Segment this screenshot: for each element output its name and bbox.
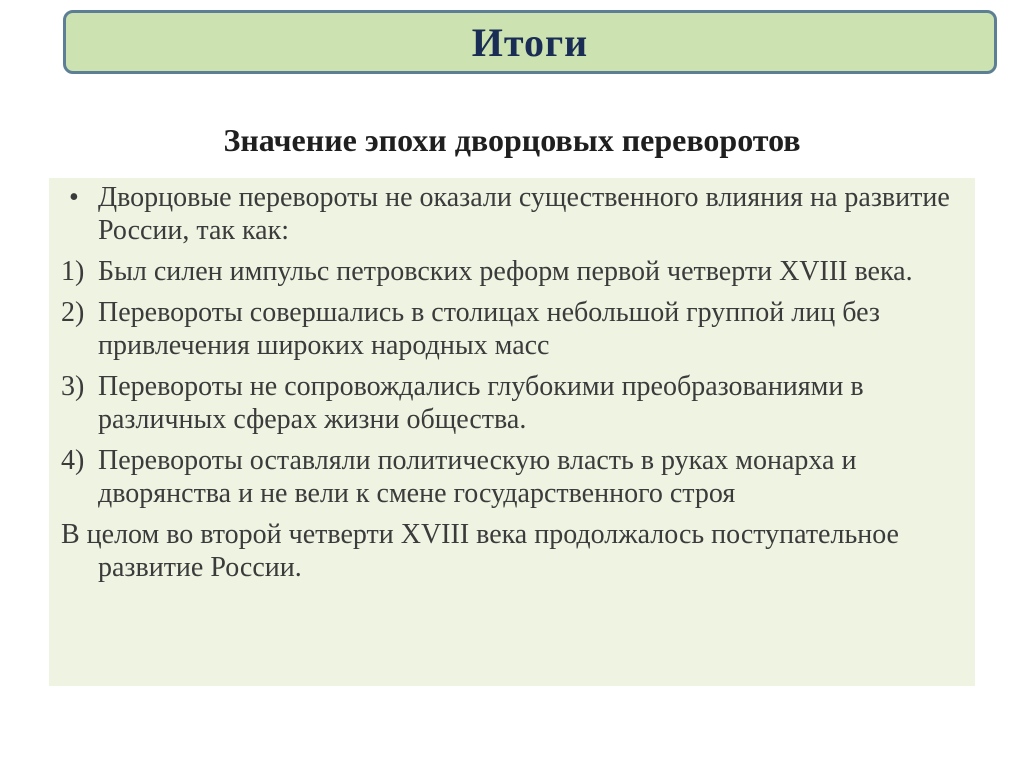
title-banner bbox=[63, 10, 997, 74]
slide-title: Итоги bbox=[471, 19, 589, 65]
list-marker: 4) bbox=[61, 445, 85, 476]
conclusion-item bbox=[61, 518, 961, 584]
list-item-text: Был силен импульс петровских реформ первой четверти XVIII века. bbox=[98, 256, 913, 287]
intro-text: Дворцовые перевороты не оказали существенного влияния на развитие России, так как: bbox=[98, 182, 950, 246]
content-panel bbox=[49, 178, 975, 686]
list-item-text: Перевороты совершались в столицах небольшой группой лиц без привлечения широких народных масс bbox=[98, 297, 880, 361]
conclusion-text: В целом во второй четверти XVIII века продолжалось поступательное развитие России. bbox=[61, 519, 899, 583]
list-item-text: Перевороты не сопровождались глубокими преобразованиями в различных сферах жизни общества. bbox=[98, 371, 864, 435]
list-marker: 2) bbox=[61, 297, 85, 328]
list-marker: 3) bbox=[61, 371, 85, 402]
list-item-1 bbox=[61, 255, 961, 288]
list-item-4 bbox=[61, 444, 961, 510]
list-item-text: Перевороты оставляли политическую власть в руках монарха и дворянства и не вели к смене государственного строя bbox=[98, 445, 857, 509]
list-item-2 bbox=[61, 296, 961, 362]
list-marker: 1) bbox=[61, 256, 85, 287]
list-item-3 bbox=[61, 370, 961, 436]
bullet-marker: • bbox=[69, 182, 79, 213]
intro-item bbox=[61, 181, 961, 247]
slide-subtitle: Значение эпохи дворцовых переворотов bbox=[223, 122, 801, 158]
